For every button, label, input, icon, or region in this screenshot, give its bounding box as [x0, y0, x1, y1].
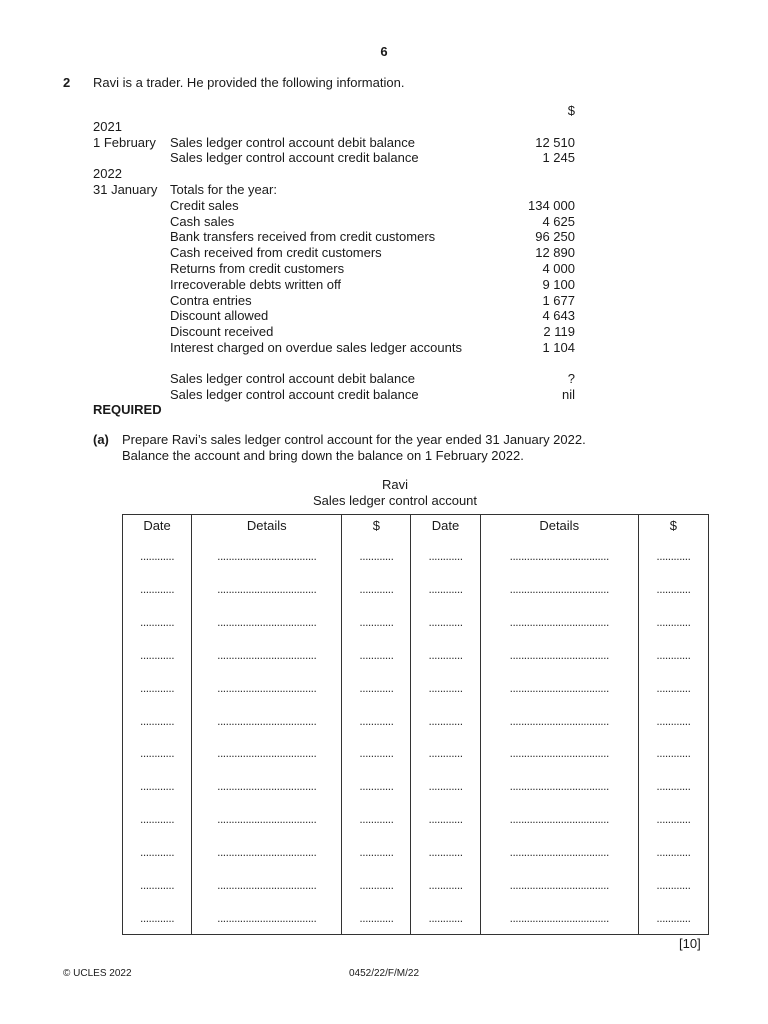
ledger-answer-blank[interactable]: ............	[638, 737, 708, 770]
ledger-answer-blank[interactable]: ............	[638, 638, 708, 671]
ledger-column-header: $	[638, 515, 708, 541]
ledger-row	[123, 835, 709, 868]
copyright-footer: © UCLES 2022	[63, 968, 132, 979]
closing-description: Sales ledger control account debit balance	[170, 370, 415, 386]
info-amount: 4 625	[542, 213, 575, 229]
info-description: Discount received	[170, 324, 274, 340]
info-description: Contra entries	[170, 292, 252, 308]
ledger-answer-blank[interactable]: ...................................	[480, 540, 638, 573]
closing-amount: ?	[567, 370, 575, 386]
ledger-answer-blank[interactable]: ............	[411, 573, 480, 606]
ledger-row	[123, 770, 709, 803]
info-description: Bank transfers received from credit customers	[170, 229, 436, 245]
info-line	[93, 340, 583, 356]
info-amount: 4 643	[542, 308, 575, 324]
info-description: Cash received from credit customers	[170, 245, 382, 261]
ledger-answer-blank[interactable]: ............	[123, 606, 192, 639]
ledger-answer-blank[interactable]: ............	[123, 671, 192, 704]
ledger-answer-blank[interactable]: ............	[411, 835, 480, 868]
ledger-answer-blank[interactable]: ............	[342, 671, 411, 704]
ledger-answer-blank[interactable]: ............	[342, 835, 411, 868]
info-description: Interest charged on overdue sales ledger accounts	[170, 339, 462, 355]
ledger-row	[123, 901, 709, 934]
ledger-answer-blank[interactable]: ...................................	[192, 606, 342, 639]
ledger-answer-blank[interactable]: ............	[411, 540, 480, 573]
info-line	[93, 293, 583, 309]
ledger-answer-blank[interactable]: ............	[123, 901, 192, 934]
info-line	[93, 182, 583, 198]
ledger-answer-blank[interactable]: ...................................	[192, 704, 342, 737]
info-amount: 1 104	[542, 339, 575, 355]
ledger-answer-blank[interactable]: ...................................	[192, 803, 342, 836]
currency-header: $	[567, 103, 575, 118]
ledger-answer-blank[interactable]: ...................................	[192, 770, 342, 803]
ledger-answer-blank[interactable]: ............	[342, 704, 411, 737]
part-a-label: (a)	[93, 432, 109, 447]
info-description: Discount allowed	[170, 308, 269, 324]
info-date: 31 January	[93, 181, 158, 197]
ledger-answer-blank[interactable]: ............	[638, 704, 708, 737]
ledger-answer-blank[interactable]: ............	[638, 573, 708, 606]
ledger-answer-blank[interactable]: ............	[342, 770, 411, 803]
info-line	[93, 135, 583, 151]
ledger-answer-blank[interactable]: ...................................	[192, 540, 342, 573]
ledger-answer-blank[interactable]: ...................................	[480, 803, 638, 836]
marks-allocation: [10]	[679, 936, 701, 951]
ledger-answer-blank[interactable]: ............	[411, 868, 480, 901]
ledger-answer-blank[interactable]: ............	[123, 770, 192, 803]
info-amount: 2 119	[543, 324, 575, 340]
info-amount: 134 000	[528, 197, 575, 213]
ledger-answer-blank[interactable]: ............	[123, 803, 192, 836]
ledger-row	[123, 540, 709, 573]
ledger-row	[123, 606, 709, 639]
account-name: Sales ledger control account	[312, 493, 478, 508]
ledger-header-row	[123, 515, 709, 541]
closing-line	[93, 387, 583, 403]
info-amount: 1 245	[542, 150, 575, 166]
ledger-answer-blank[interactable]: ............	[411, 704, 480, 737]
ledger-column-header: Date	[123, 515, 192, 541]
info-line	[93, 245, 583, 261]
page-number: 6	[380, 44, 388, 59]
info-amount: 12 890	[535, 245, 575, 261]
ledger-answer-blank[interactable]: ...................................	[192, 573, 342, 606]
ledger-answer-blank[interactable]: ...................................	[480, 737, 638, 770]
ledger-answer-blank[interactable]: ............	[411, 638, 480, 671]
ledger-answer-blank[interactable]: ............	[342, 606, 411, 639]
ledger-answer-blank[interactable]: ............	[123, 573, 192, 606]
ledger-answer-blank[interactable]: ............	[411, 606, 480, 639]
ledger-answer-blank[interactable]: ............	[411, 803, 480, 836]
info-line	[93, 261, 583, 277]
info-description: Credit sales	[170, 197, 239, 213]
ledger-answer-blank[interactable]: ............	[123, 540, 192, 573]
ledger-answer-blank[interactable]: ............	[342, 868, 411, 901]
ledger-answer-blank[interactable]: ............	[411, 737, 480, 770]
ledger-answer-blank[interactable]: ...................................	[192, 868, 342, 901]
ledger-answer-blank[interactable]: ...................................	[480, 770, 638, 803]
ledger-row	[123, 704, 709, 737]
ledger-answer-blank[interactable]: ...................................	[480, 573, 638, 606]
ledger-answer-blank[interactable]: ...................................	[480, 638, 638, 671]
ledger-answer-blank[interactable]: ............	[411, 901, 480, 934]
ledger-column-header: Date	[411, 515, 480, 541]
ledger-row	[123, 671, 709, 704]
ledger-answer-blank[interactable]: ...................................	[192, 835, 342, 868]
info-line	[93, 150, 583, 166]
ledger-answer-blank[interactable]: ...................................	[192, 638, 342, 671]
info-line	[93, 166, 583, 182]
ledger-answer-blank[interactable]: ...................................	[480, 901, 638, 934]
closing-amount: nil	[561, 386, 575, 402]
ledger-answer-blank[interactable]: ...................................	[480, 606, 638, 639]
ledger-row	[123, 868, 709, 901]
info-line	[93, 119, 583, 135]
info-line	[93, 198, 583, 214]
ledger-row	[123, 573, 709, 606]
info-description: Totals for the year:	[170, 181, 277, 197]
ledger-row	[123, 803, 709, 836]
ledger-row	[123, 638, 709, 671]
ledger-answer-blank[interactable]: ............	[638, 835, 708, 868]
ledger-answer-blank[interactable]: ............	[123, 835, 192, 868]
ledger-answer-blank[interactable]: ............	[123, 704, 192, 737]
part-a-line-1: Prepare Ravi’s sales ledger control account for the year ended 31 January 2022.	[122, 432, 586, 447]
ledger-answer-blank[interactable]: ...................................	[480, 704, 638, 737]
ledger-answer-blank[interactable]: ............	[342, 638, 411, 671]
ledger-answer-blank[interactable]: ............	[411, 770, 480, 803]
ledger-column-header: $	[342, 515, 411, 541]
ledger-answer-blank[interactable]: ...................................	[480, 835, 638, 868]
info-amount: 12 510	[535, 134, 575, 150]
info-date: 2022	[93, 166, 122, 182]
info-amount: 96 250	[535, 229, 575, 245]
account-owner: Ravi	[381, 477, 408, 492]
ledger-answer-blank[interactable]: ............	[342, 901, 411, 934]
info-line	[93, 277, 583, 293]
info-description: Returns from credit customers	[170, 260, 345, 276]
ledger-table	[122, 514, 709, 935]
ledger-answer-blank[interactable]: ............	[638, 901, 708, 934]
ledger-answer-blank[interactable]: ............	[123, 868, 192, 901]
ledger-answer-blank[interactable]: ...................................	[480, 868, 638, 901]
part-a-line-2: Balance the account and bring down the balance on 1 February 2022.	[122, 448, 524, 463]
ledger-answer-blank[interactable]: ...................................	[192, 671, 342, 704]
closing-description: Sales ledger control account credit balance	[170, 386, 419, 402]
ledger-answer-blank[interactable]: ............	[342, 573, 411, 606]
info-description: Sales ledger control account debit balance	[170, 134, 415, 150]
paper-code-footer: 0452/22/F/M/22	[348, 968, 420, 979]
ledger-answer-blank[interactable]: ............	[638, 606, 708, 639]
ledger-answer-blank[interactable]: ............	[638, 868, 708, 901]
ledger-column-header: Details	[192, 515, 342, 541]
info-line	[93, 324, 583, 340]
information-list	[93, 103, 583, 402]
info-amount: 4 000	[542, 260, 575, 276]
info-amount: 9 100	[542, 276, 575, 292]
info-description: Cash sales	[170, 213, 235, 229]
ledger-answer-blank[interactable]: ...................................	[192, 901, 342, 934]
ledger-answer-blank[interactable]: ............	[342, 540, 411, 573]
info-line	[93, 229, 583, 245]
info-date: 2021	[93, 118, 122, 134]
question-intro: Ravi is a trader. He provided the following information.	[93, 75, 405, 90]
info-line	[93, 308, 583, 324]
info-line	[93, 214, 583, 230]
ledger-answer-blank[interactable]: ............	[638, 540, 708, 573]
info-description: Sales ledger control account credit balance	[170, 150, 419, 166]
ledger-answer-blank[interactable]: ............	[123, 638, 192, 671]
ledger-answer-blank[interactable]: ............	[123, 737, 192, 770]
account-title	[0, 477, 768, 509]
info-amount: 1 677	[542, 292, 575, 308]
info-description: Irrecoverable debts written off	[170, 276, 342, 292]
ledger-answer-blank[interactable]: ...................................	[192, 737, 342, 770]
ledger-column-header: Details	[480, 515, 638, 541]
ledger-answer-blank[interactable]: ............	[638, 803, 708, 836]
ledger-answer-blank[interactable]: ............	[638, 671, 708, 704]
currency-header-row	[93, 103, 583, 119]
ledger-answer-blank[interactable]: ...................................	[480, 671, 638, 704]
ledger-answer-blank[interactable]: ............	[342, 803, 411, 836]
ledger-row	[123, 737, 709, 770]
closing-line	[93, 371, 583, 387]
part-a-instructions	[122, 432, 682, 464]
question-number: 2	[63, 75, 71, 90]
ledger-answer-blank[interactable]: ............	[411, 671, 480, 704]
required-heading: REQUIRED	[93, 402, 162, 417]
ledger-answer-blank[interactable]: ............	[638, 770, 708, 803]
ledger-answer-blank[interactable]: ............	[342, 737, 411, 770]
info-date: 1 February	[93, 134, 156, 150]
